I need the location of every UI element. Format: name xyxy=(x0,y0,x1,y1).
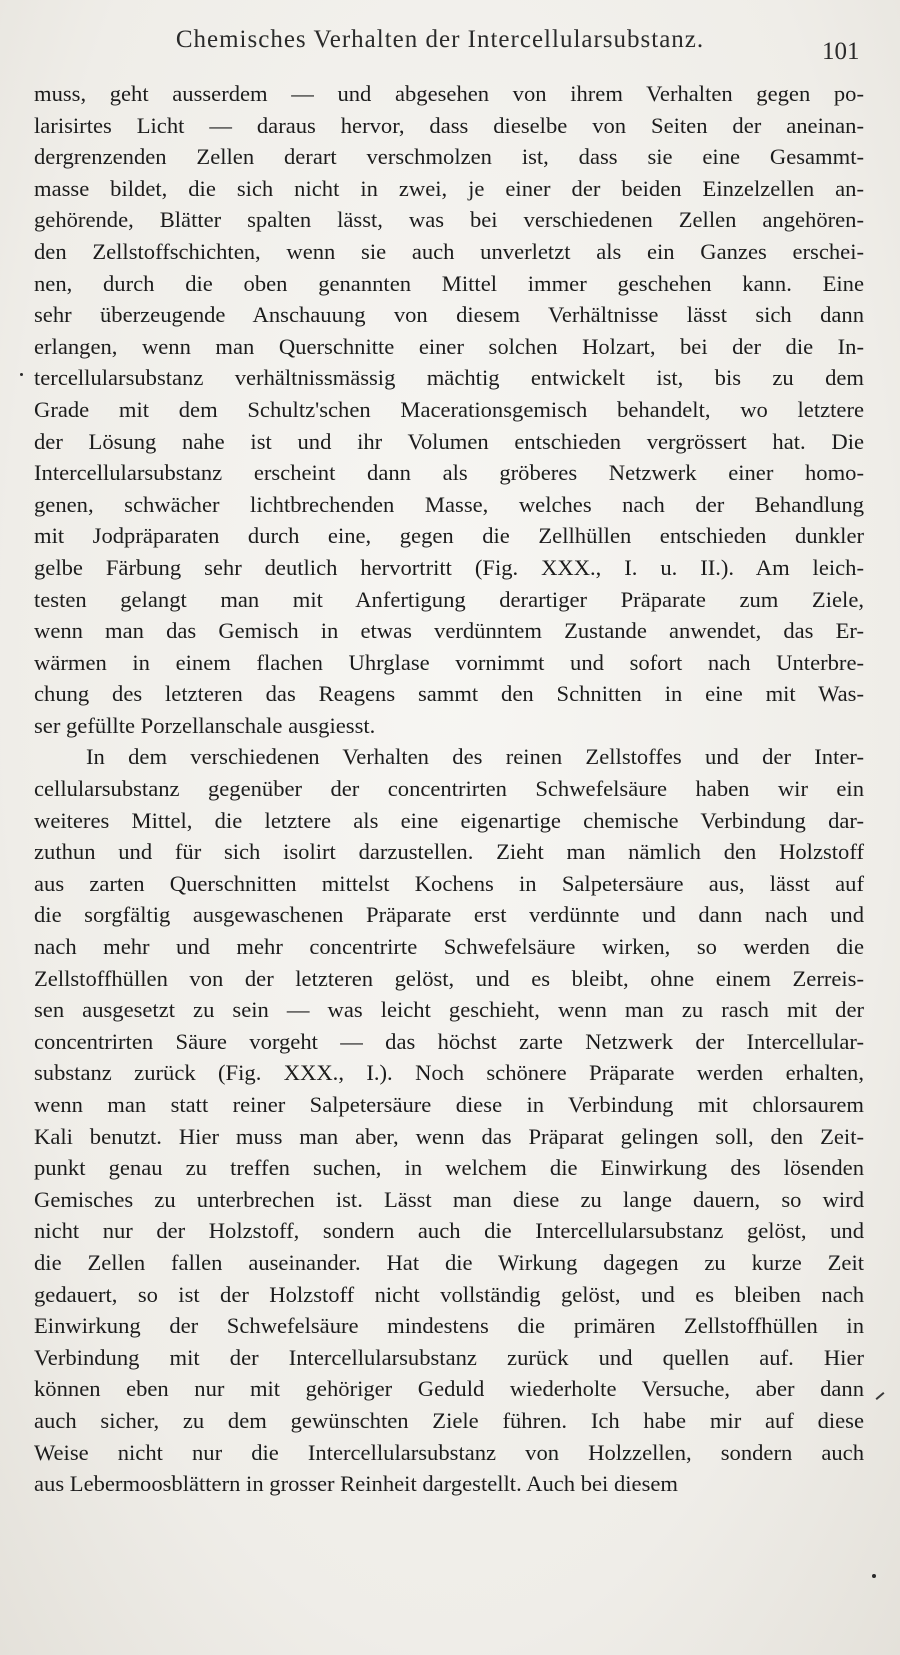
text-line: wärmen in einem flachen Uhrglase vornimmt und sofort nach Unterbre- xyxy=(34,649,864,675)
text-line: wenn man statt reiner Salpetersäure diese in Verbindung mit chlorsaurem xyxy=(34,1092,864,1117)
text-line: die Zellen fallen auseinander. Hat die Wirkung dagegen zu kurze Zeit xyxy=(34,1249,864,1275)
text-line: masse bildet, die sich nicht in zwei, je einer der beiden Einzelzellen an- xyxy=(34,175,864,201)
text-line: gedauert, so ist der Holzstoff nicht vollständig gelöst, und es bleiben nach xyxy=(34,1281,864,1307)
text-line: die sorgfältig ausgewaschenen Präparate erst verdünnte und dann nach und xyxy=(34,902,864,928)
text-line: Gemisches zu unterbrechen ist. Lässt man diese zu lange dauern, so wird xyxy=(34,1186,864,1212)
text-line: nach mehr und mehr concentrirte Schwefelsäure wirken, so werden die xyxy=(34,934,864,960)
margin-dot xyxy=(20,373,23,376)
text-line: punkt genau zu treffen suchen, in welchem die Einwirkung des lösenden xyxy=(34,1155,864,1181)
text-line: den Zellstoffschichten, wenn sie auch unverletzt als ein Ganzes erschei- xyxy=(34,238,864,264)
text-line: weiteres Mittel, die letztere als eine eigenartige chemische Verbindung dar- xyxy=(34,807,864,833)
text-line: aus Lebermoosblättern in grosser Reinheit dargestellt. Auch bei diesem xyxy=(34,1471,678,1497)
text-line: chung des letzteren das Reagens sammt den Schnitten in eine mit Was- xyxy=(34,681,864,707)
running-header: Chemisches Verhalten der Intercellularsubstanz. xyxy=(175,26,705,53)
text-line: ser gefüllte Porzellanschale ausgiesst. xyxy=(34,712,376,738)
text-line: Grade mit dem Schultz'schen Macerationsgemisch behandelt, wo letztere xyxy=(34,396,864,422)
margin-dot xyxy=(872,1574,876,1578)
text-line: sen ausgesetzt zu sein — was leicht geschieht, wenn man zu rasch mit der xyxy=(34,997,864,1023)
body-text xyxy=(34,78,864,1500)
text-line: larisirtes Licht — daraus hervor, dass dieselbe von Seiten der aneinan- xyxy=(34,112,864,138)
paragraph xyxy=(34,78,864,741)
text-line: erlangen, wenn man Querschnitte einer solchen Holzart, bei der die In- xyxy=(34,333,864,359)
text-line: können eben nur mit gehöriger Geduld wiederholte Versuche, aber dann xyxy=(34,1376,864,1402)
text-line: muss, geht ausserdem — und abgesehen von ihrem Verhalten gegen po- xyxy=(34,81,864,106)
paragraph xyxy=(34,741,864,1499)
text-line: nicht nur der Holzstoff, sondern auch die Intercellularsubstanz gelöst, und xyxy=(34,1218,864,1244)
text-line: gelbe Färbung sehr deutlich hervortritt (Fig. XXX., I. u. II.). Am leich- xyxy=(34,554,864,580)
text-line: aus zarten Querschnitten mittelst Kochens in Salpetersäure aus, lässt auf xyxy=(34,870,864,896)
text-line: Kali benutzt. Hier muss man aber, wenn das Präparat gelingen soll, den Zeit- xyxy=(34,1123,864,1149)
text-line: Einwirkung der Schwefelsäure mindestens die primären Zellstoffhüllen in xyxy=(34,1313,864,1339)
text-line: der Lösung nahe ist und ihr Volumen entschieden vergrössert hat. Die xyxy=(34,428,864,454)
text-line: mit Jodpräparaten durch eine, gegen die Zellhüllen entschieden dunkler xyxy=(34,523,864,549)
text-line: tercellularsubstanz verhältnissmässig mächtig entwickelt ist, bis zu dem xyxy=(34,365,864,391)
text-line: Weise nicht nur die Intercellularsubstanz von Holzzellen, sondern auch xyxy=(34,1439,864,1465)
text-line: dergrenzenden Zellen derart verschmolzen ist, dass sie eine Gesammt- xyxy=(34,144,864,170)
text-line: nen, durch die oben genannten Mittel immer geschehen kann. Eine xyxy=(34,270,864,296)
text-line: Verbindung mit der Intercellularsubstanz zurück und quellen auf. Hier xyxy=(34,1344,864,1370)
text-line: genen, schwächer lichtbrechenden Masse, welches nach der Behandlung xyxy=(34,491,864,517)
text-line: auch sicher, zu dem gewünschten Ziele führen. Ich habe mir auf diese xyxy=(34,1407,864,1433)
text-line: Zellstoffhüllen von der letzteren gelöst, und es bleibt, ohne einem Zerreis- xyxy=(34,965,864,991)
text-line: Intercellularsubstanz erscheint dann als gröberes Netzwerk einer homo- xyxy=(34,460,864,486)
text-line: In dem verschiedenen Verhalten des reinen Zellstoffes und der Inter- xyxy=(86,744,864,770)
margin-mark xyxy=(876,1392,885,1400)
page-number: 101 xyxy=(822,38,860,65)
text-line: gehörende, Blätter spalten lässt, was bei verschiedenen Zellen angehören- xyxy=(34,207,864,233)
text-line: testen gelangt man mit Anfertigung derartiger Präparate zum Ziele, xyxy=(34,586,864,612)
text-line: substanz zurück (Fig. XXX., I.). Noch schönere Präparate werden erhalten, xyxy=(34,1060,864,1086)
text-line: wenn man das Gemisch in etwas verdünntem Zustande anwendet, das Er- xyxy=(34,618,864,644)
text-line: concentrirten Säure vorgeht — das höchst zarte Netzwerk der Intercellular- xyxy=(34,1028,864,1054)
text-line: cellularsubstanz gegenüber der concentrirten Schwefelsäure haben wir ein xyxy=(34,776,864,802)
text-line: zuthun und für sich isolirt darzustellen. Zieht man nämlich den Holzstoff xyxy=(34,839,864,865)
text-line: sehr überzeugende Anschauung von diesem Verhältnisse lässt sich dann xyxy=(34,302,864,328)
